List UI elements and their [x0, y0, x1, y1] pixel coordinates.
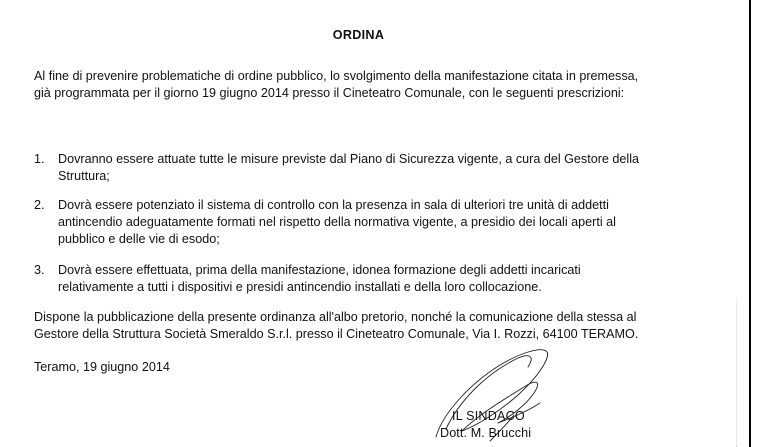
list-item-number: 2. — [34, 198, 45, 212]
list-item-text — [58, 151, 702, 185]
page-edge-rule — [749, 0, 751, 447]
list-item-text — [58, 197, 702, 248]
signatory-name: Dott. M. Brucchi — [440, 426, 532, 440]
place-date: Teramo, 19 giugno 2014 — [34, 360, 170, 374]
list-item-line: antincendio adeguatamente formati nel rispetto della normativa vigente, a presidio dei locali aperti al — [58, 215, 616, 229]
intro-line-2: già programmata per il giorno 19 giugno 2014 presso il Cineteatro Comunale, con le seguenti prescrizioni: — [34, 86, 625, 100]
list-item-line: pubblico e delle vie di esodo; — [58, 232, 220, 246]
list-item — [34, 151, 702, 185]
list-item-line: Dovrà essere potenziato il sistema di controllo con la presenza in sala di ulteriori tre unità di addetti — [58, 198, 609, 212]
list-item — [34, 197, 702, 248]
document-heading: ORDINA — [332, 28, 385, 42]
intro-line-1: Al fine di prevenire problematiche di ordine pubblico, lo svolgimento della manifestazione citata in premessa, — [34, 69, 639, 83]
scan-margin-line — [736, 300, 737, 447]
list-item-line: Dovrà essere effettuata, prima della manifestazione, idonea formazione degli addetti incaricati — [58, 263, 581, 277]
closing-paragraph — [34, 309, 696, 343]
intro-paragraph — [34, 68, 696, 102]
list-item-number: 1. — [34, 152, 45, 166]
list-item-line: Dovranno essere attuate tutte le misure previste dal Piano di Sicurezza vigente, a cura del Gestore della — [58, 152, 640, 166]
list-item-line: relativamente a tutti i dispositivi e presidi antincendio installati e della loro collocazione. — [58, 280, 542, 294]
closing-line-1: Dispone la pubblicazione della presente ordinanza all'albo pretorio, nonché la comunicazione della stessa al — [34, 310, 637, 324]
list-item — [34, 262, 702, 296]
closing-line-2: Gestore della Struttura Società Smeraldo S.r.l. presso il Cineteatro Comunale, Via I. Rozzi, 64100 TERAMO. — [34, 327, 639, 341]
list-item-text — [58, 262, 702, 296]
list-item-line: Struttura; — [58, 169, 110, 183]
list-item-number: 3. — [34, 263, 45, 277]
signatory-title: IL SINDACO — [452, 409, 525, 423]
